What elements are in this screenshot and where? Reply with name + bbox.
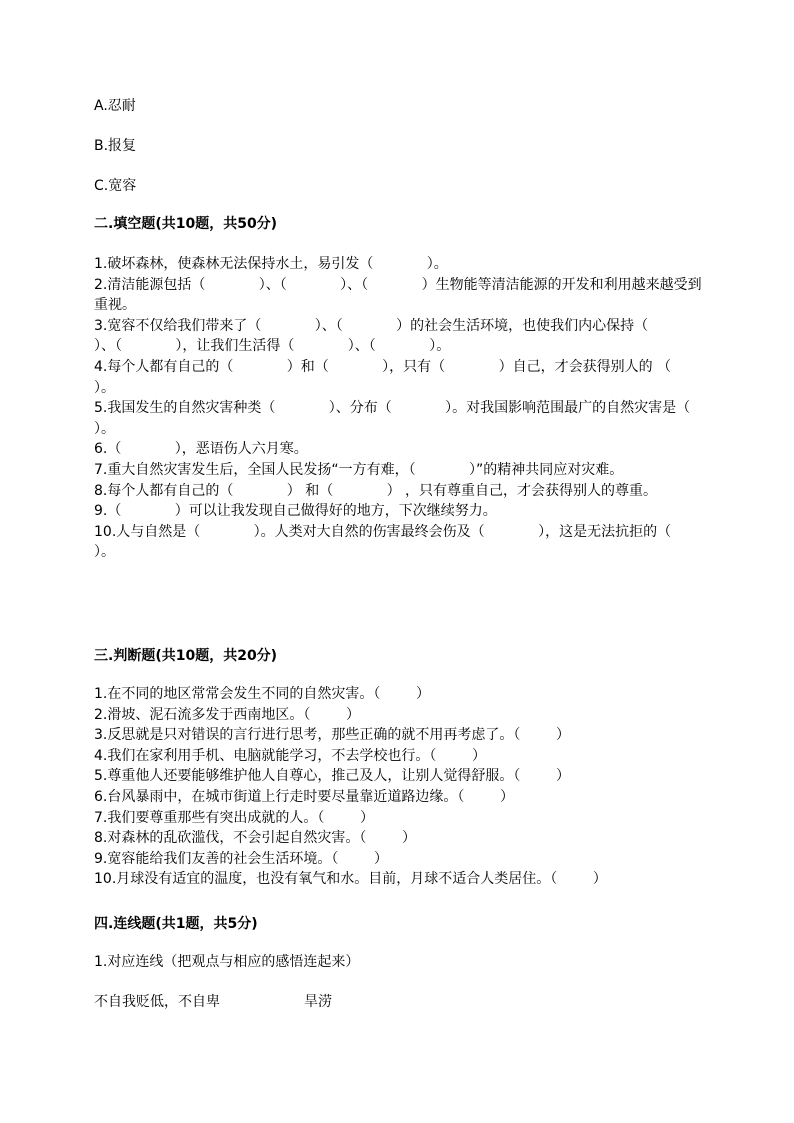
fill-question: 4.每个人都有自己的（ ）和（ ），只有（ ）自己，才会获得别人的 （ ）。 xyxy=(94,358,725,396)
match-right-item: 旱涝 xyxy=(304,994,332,1010)
option-c: C.宽容 xyxy=(94,178,137,194)
fill-question: 8.每个人都有自己的（ ） 和（ ） ，只有尊重自己，才会获得别人的尊重。 xyxy=(94,482,658,499)
fill-question: 2.清洁能源包括（ ）、（ ）、（ ）生物能等清洁能源的开发和利用越来越受到重视。 xyxy=(94,276,702,314)
match-question: 1.对应连线（把观点与相应的感悟连起来） xyxy=(94,954,360,970)
section-title-fill: 二.填空题(共10题，共50分) xyxy=(94,216,278,232)
match-row xyxy=(94,992,332,1012)
option-a: A.忍耐 xyxy=(94,98,136,114)
judge-question: 1.在不同的地区常常会发生不同的自然灾害。（ ） xyxy=(94,686,430,702)
judge-question: 8.对森林的乱砍滥伐，不会引起自然灾害。（ ） xyxy=(94,830,416,847)
judge-question: 7.我们要尊重那些有突出成就的人。（ ） xyxy=(94,809,374,826)
judge-question-list xyxy=(94,684,702,890)
judge-question: 6.台风暴雨中，在城市街道上行走时要尽量靠近道路边缘。（ ） xyxy=(94,788,514,805)
judge-question: 2.滑坡、泥石流多发于西南地区。（ ） xyxy=(94,706,360,723)
fill-question: 6.（ ），恶语伤人六月寒。 xyxy=(94,441,308,458)
fill-question: 7.重大自然灾害发生后，全国人民发扬“一方有难，（ ）”的精神共同应对灾难。 xyxy=(94,461,624,478)
match-left-item: 不自我贬低，不自卑 xyxy=(94,994,220,1010)
fill-question-list xyxy=(94,254,744,563)
fill-question: 3.宽容不仅给我们带来了（ ）、（ ）的社会生活环境，也使我们内心保持（ ）、（ ），让我们生活得（ ）、（ ）。 xyxy=(94,317,702,355)
section-title-match: 四.连线题(共1题，共5分) xyxy=(94,916,258,932)
fill-question: 5.我国发生的自然灾害种类（ ）、分布（ ）。对我国影响范围最广的自然灾害是（ ）。 xyxy=(94,400,744,437)
judge-question: 4.我们在家利用手机、电脑就能学习，不去学校也行。（ ） xyxy=(94,747,486,764)
judge-question: 3.反思就是只对错误的言行进行思考，那些正确的就不用再考虑了。（ ） xyxy=(94,727,570,744)
judge-question: 9.宽容能给我们友善的社会生活环境。（ ） xyxy=(94,850,388,867)
fill-question: 1.破坏森林，使森林无法保持水土，易引发（ ）。 xyxy=(94,256,448,272)
judge-question: 5.尊重他人还要能够维护他人自尊心，推己及人，让别人觉得舒服。（ ） xyxy=(94,768,570,785)
fill-question: 10.人与自然是（ ）。人类对大自然的伤害最终会伤及（ ），这是无法抗拒的（ ）。 xyxy=(94,523,725,561)
section-title-judge: 三.判断题(共10题，共20分) xyxy=(94,648,278,664)
fill-question: 9.（ ）可以让我发现自己做得好的地方，下次继续努力。 xyxy=(94,503,497,520)
option-b: B.报复 xyxy=(94,138,137,154)
judge-question: 10.月球没有适宜的温度，也没有氧气和水。目前，月球不适合人类居住。（ ） xyxy=(94,871,607,888)
